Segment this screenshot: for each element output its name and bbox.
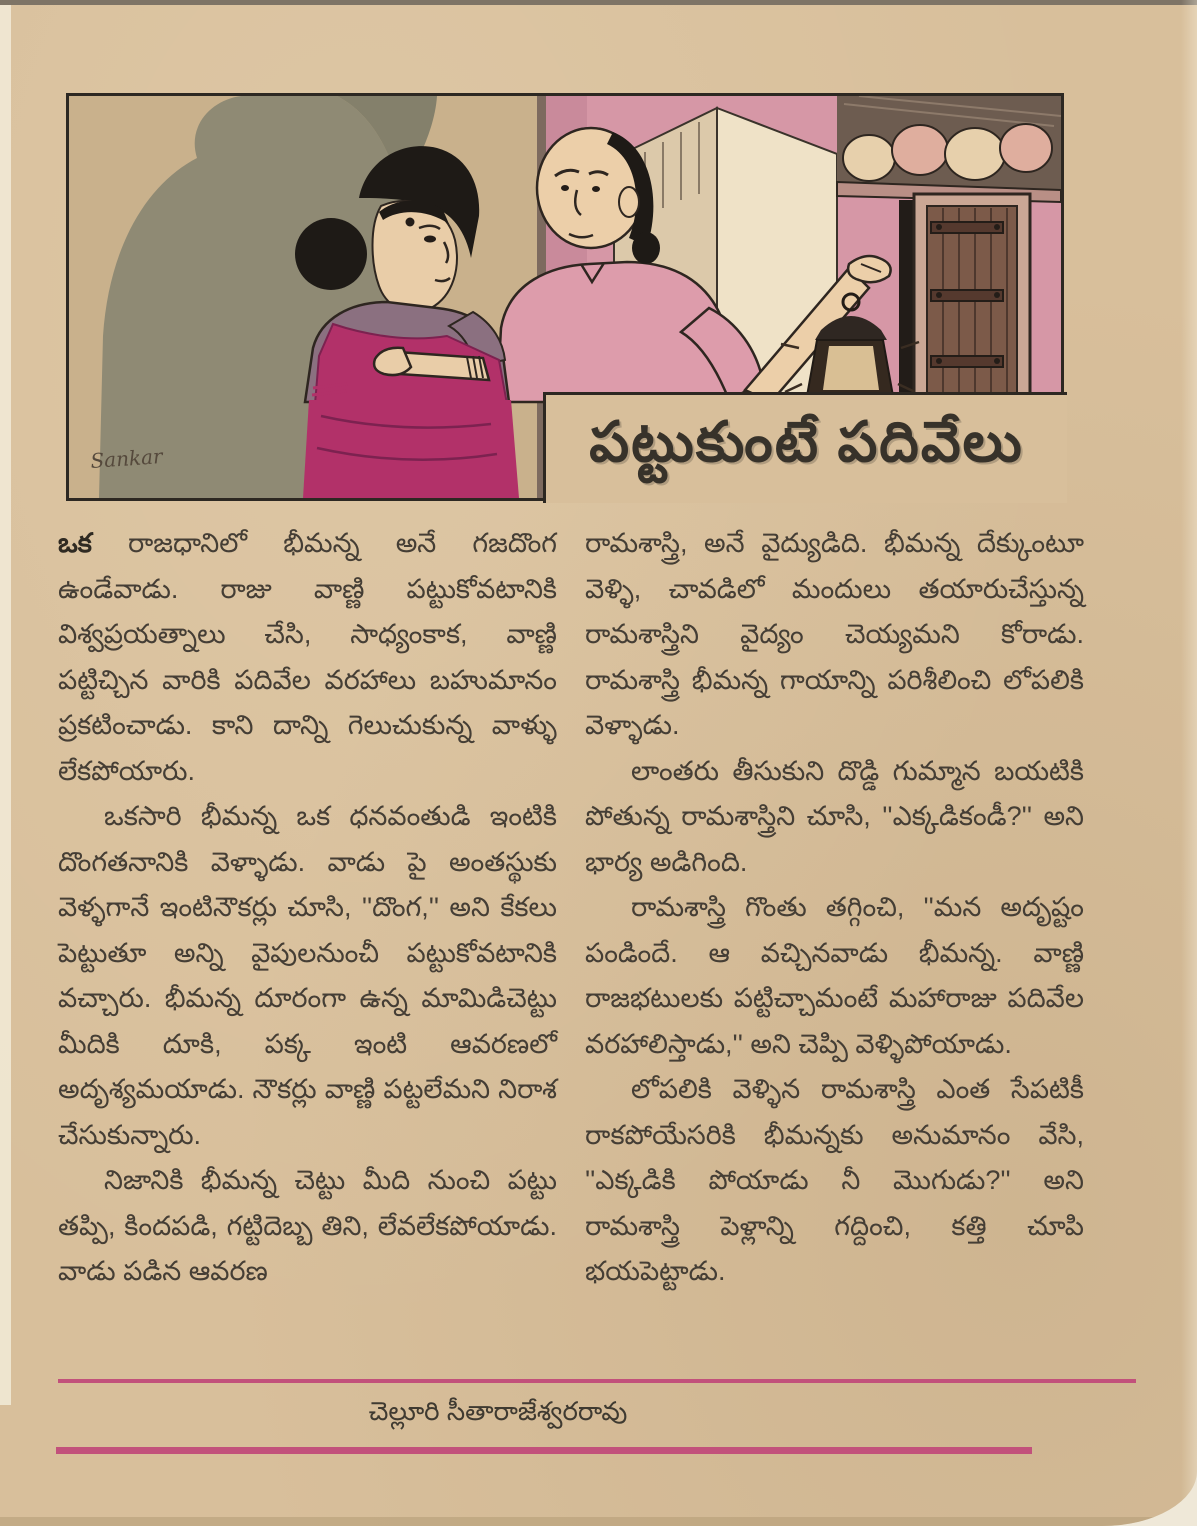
illustrator-signature: Sankar	[89, 444, 164, 473]
man-hair-knot	[632, 232, 660, 264]
pot-shelf	[837, 96, 1061, 202]
gourd	[945, 128, 1005, 180]
footer-rule-thick	[56, 1447, 1032, 1454]
left-column	[58, 521, 557, 1295]
right-column	[585, 521, 1084, 1295]
paragraph: లాంతరు తీసుకుని దొడ్డి గుమ్మాన బయటికి పోతున్న రామశాస్త్రిని చూసి, ''ఎక్కడికండీ?'' అని భార్య అడిగింది.	[585, 755, 1084, 877]
man-ear	[619, 187, 639, 217]
paragraph: ఒకసారి భీమన్న ఒక ధనవంతుడి ఇంటికి దొంగతనానికి వెళ్ళాడు. వాడు పై అంతస్థుకు వెళ్ళగానే ఇంటినౌకర్లు చూసి, ''దొంగ,'' అని కేకలు పెట్టుతూ అన్ని వైపులనుంచీ పట్టుకోవటానికి వచ్చారు. భీమన్న దూరంగా ఉన్న మామిడిచెట్టు మీదికి దూకి, పక్క ఇంటి ఆవరణలో అదృశ్యమయాడు. నౌకర్లు వాణ్ణి పట్టలేమని నిరాశ చేసుకున్నారు.	[58, 801, 557, 1150]
scan-edge-left	[0, 5, 11, 1405]
paragraph: లోపలికి వెళ్ళిన రామశాస్త్రి ఎంత సేపటికీ రాకపోయేసరికి భీమన్నకు అనుమానం వేసి, ''ఎక్కడికి పోయాడు నీ మొగుడు?'' అని రామశాస్త్రి పెళ్లాన్ని గద్దించి, కత్తి చూపి భయపెట్టాడు.	[585, 1074, 1084, 1286]
title-plate	[543, 392, 1067, 503]
gourd	[1000, 124, 1052, 172]
lead-word: ఒక	[58, 528, 92, 558]
paragraph: రామశాస్త్రి, అనే వైద్యుడిది. భీమన్న దేక్కుంటూ వెళ్ళి, చావడిలో మందులు తయారుచేస్తున్న రామశాస్త్రిని వైద్యం చెయ్యమని కోరాడు. రామశాస్త్రి భీమన్న గాయాన్ని పరిశీలించి లోపలికి వెళ్ళాడు.	[585, 528, 1084, 740]
paragraph: రామశాస్త్రి గొంతు తగ్గించి, ''మన అదృష్టం పండిందే. ఆ వచ్చినవాడు భీమన్న. వాణ్ణి రాజభటులకు పట్టిచ్చామంటే మహారాజు పదివేల వరహాలిస్తాడు,'' అని చెప్పి వెళ్ళిపోయాడు.	[585, 892, 1084, 1059]
scan-edge-bottom	[0, 1517, 1197, 1526]
scan-edge-top	[0, 0, 1197, 5]
gourd	[843, 135, 895, 181]
lantern-glass	[823, 346, 879, 390]
sari-skirt	[303, 400, 519, 498]
gourd	[892, 125, 948, 175]
author-name: చెల్లూరి సీతారాజేశ్వరరావు	[368, 1396, 628, 1426]
man-hand	[848, 256, 891, 282]
paragraph: ఒక రాజధానిలో భీమన్న అనే గజదొంగ ఉండేవాడు. రాజు వాణ్ణి పట్టుకోవటానికి విశ్వప్రయత్నాలు చేసి, సాధ్యంకాక, వాణ్ణి పట్టిచ్చిన వారికి పదివేల వరహాలు బహుమానం ప్రకటించాడు. కాని దాన్ని గెలుచుకున్న వాళ్ళు లేకపోయారు.	[58, 528, 557, 786]
scan-edge-right	[1181, 0, 1197, 1526]
footer-rule-thin	[58, 1379, 1136, 1383]
bindi	[406, 218, 415, 227]
wooden-door	[899, 194, 1030, 402]
story-body	[58, 521, 1084, 1295]
woman-hair-bun	[295, 218, 367, 290]
paragraph: నిజానికి భీమన్న చెట్టు మీది నుంచి పట్టు తప్పి, కిందపడి, గట్టిదెబ్బ తిని, లేవలేకపోయాడు. వాడు పడిన ఆవరణ	[58, 1165, 557, 1286]
story-title: పట్టుకుంటే పదివేలు	[589, 410, 1024, 473]
